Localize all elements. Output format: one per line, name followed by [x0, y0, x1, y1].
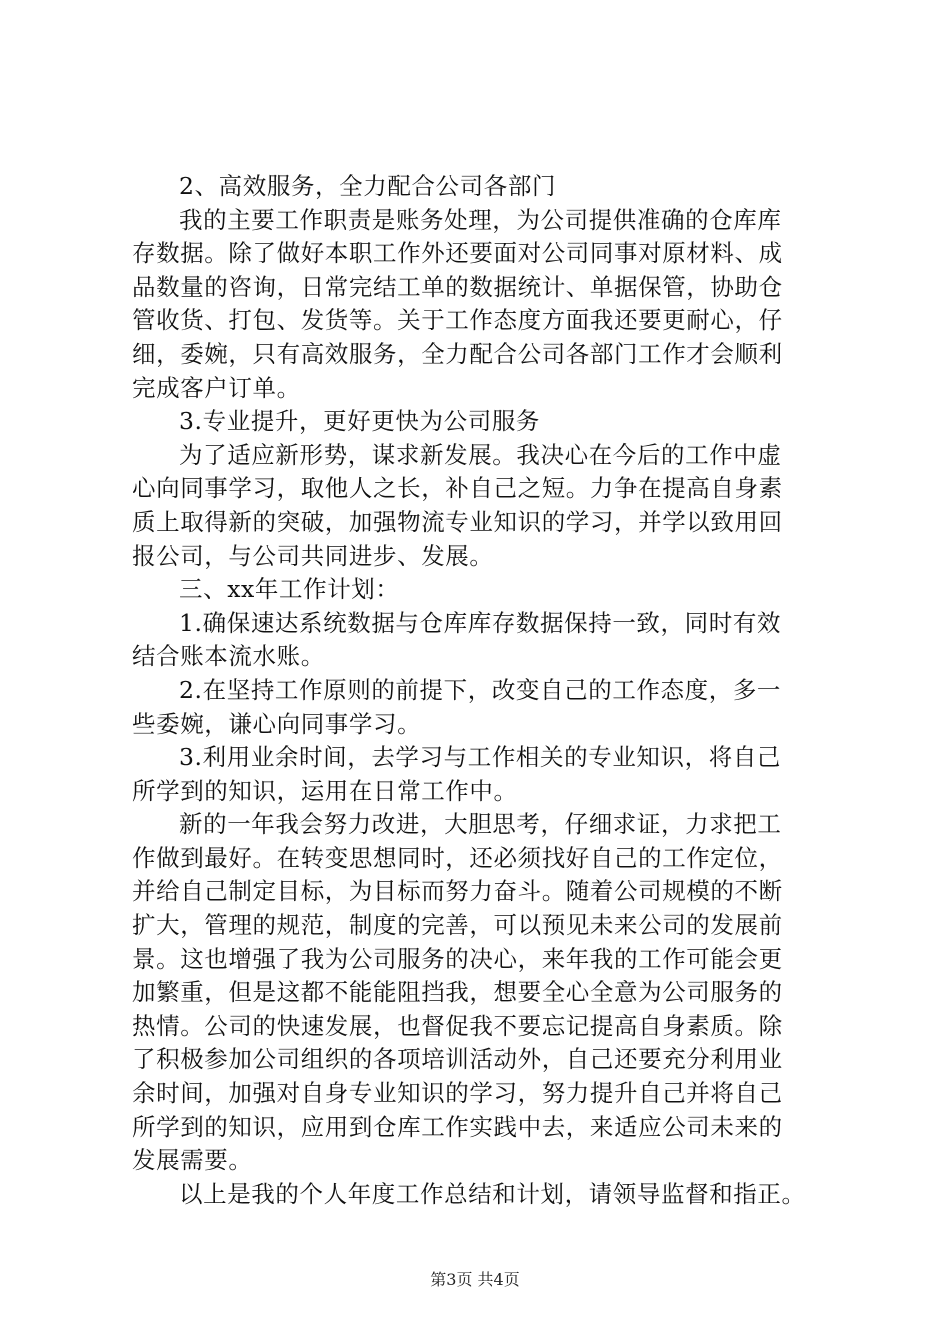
text-line: 并给自己制定目标，为目标而努力奋斗。随着公司规模的不断	[132, 877, 783, 906]
paragraph	[132, 204, 852, 406]
text-line: 管收货、打包、发货等。关于工作态度方面我还要更耐心，仔	[132, 306, 783, 335]
text-line: 三、xx年工作计划：	[179, 575, 400, 604]
document-body	[132, 170, 852, 1211]
text-line: 3.利用业余时间，去学习与工作相关的专业知识，将自己	[179, 743, 782, 772]
paragraph	[132, 573, 852, 607]
text-line: 热情。公司的快速发展，也督促我不要忘记提高自身素质。除	[132, 1011, 783, 1040]
paragraph	[132, 170, 852, 204]
text-line: 些委婉，谦心向同事学习。	[132, 709, 422, 738]
text-line: 为了适应新形势，谋求新发展。我决心在今后的工作中虚	[179, 440, 782, 469]
text-line: 品数量的咨询，日常完结工单的数据统计、单据保管，协助仓	[132, 272, 783, 301]
text-line: 2.在坚持工作原则的前提下，改变自己的工作态度，多一	[179, 675, 782, 704]
text-line: 我的主要工作职责是账务处理，为公司提供准确的仓库库	[179, 205, 782, 234]
text-line: 存数据。除了做好本职工作外还要面对公司同事对原材料、成	[132, 239, 783, 268]
text-line: 质上取得新的突破，加强物流专业知识的学习，并学以致用回	[132, 507, 783, 536]
text-line: 所学到的知识，运用在日常工作中。	[132, 776, 518, 805]
paragraph	[132, 741, 852, 808]
text-line: 扩大，管理的规范，制度的完善，可以预见未来公司的发展前	[132, 911, 783, 940]
text-line: 所学到的知识，应用到仓库工作实践中去，来适应公司未来的	[132, 1112, 783, 1141]
text-line: 1.确保速达系统数据与仓库库存数据保持一致，同时有效	[179, 608, 782, 637]
page-footer: 第3页 共4页	[430, 1270, 520, 1289]
text-line: 余时间，加强对自身专业知识的学习，努力提升自己并将自己	[132, 1079, 783, 1108]
paragraph	[132, 607, 852, 674]
text-line: 完成客户订单。	[132, 373, 301, 402]
paragraph	[132, 405, 852, 439]
text-line: 心向同事学习，取他人之长，补自己之短。力争在提高自身素	[132, 474, 783, 503]
text-line: 结合账本流水账。	[132, 642, 325, 671]
text-line: 以上是我的个人年度工作总结和计划，请领导监督和指正。	[179, 1179, 806, 1208]
text-line: 3.专业提升，更好更快为公司服务	[179, 407, 541, 436]
text-line: 报公司，与公司共同进步、发展。	[132, 541, 494, 570]
text-line: 景。这也增强了我为公司服务的决心，来年我的工作可能会更	[132, 944, 783, 973]
paragraph	[132, 674, 852, 741]
text-line: 加繁重，但是这都不能能阻挡我，想要全心全意为公司服务的	[132, 978, 783, 1007]
text-line: 细，委婉，只有高效服务，全力配合公司各部门工作才会顺利	[132, 339, 783, 368]
paragraph	[132, 1178, 852, 1212]
text-line: 发展需要。	[132, 1146, 253, 1175]
text-line: 了积极参加公司组织的各项培训活动外，自己还要充分利用业	[132, 1045, 783, 1074]
text-line: 作做到最好。在转变思想同时，还必须找好自己的工作定位，	[132, 843, 783, 872]
paragraph	[132, 439, 852, 573]
text-line: 新的一年我会努力改进，大胆思考，仔细求证，力求把工	[179, 810, 782, 839]
paragraph	[132, 808, 852, 1178]
text-line: 2、高效服务，全力配合公司各部门	[179, 172, 557, 200]
